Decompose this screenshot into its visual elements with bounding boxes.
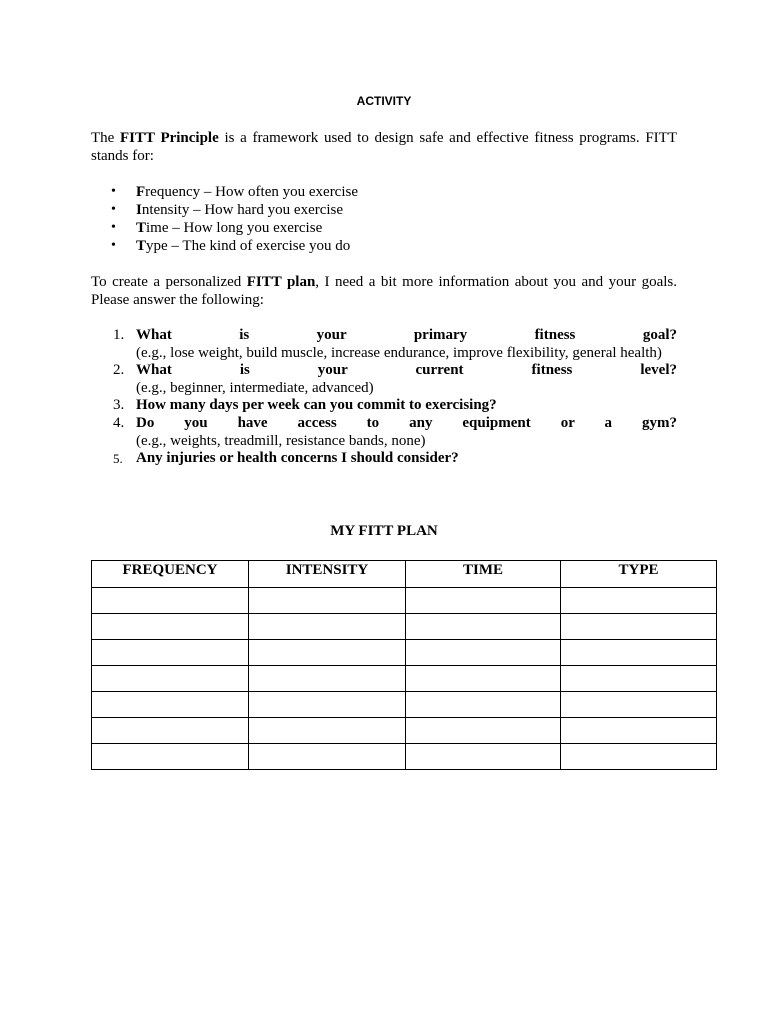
fitt-text: ntensity – How hard you exercise xyxy=(141,202,344,218)
fitt-list xyxy=(91,183,358,255)
fitt-letter: I xyxy=(136,202,142,218)
table-body xyxy=(92,588,717,770)
table-cell[interactable] xyxy=(561,718,717,744)
table-cell[interactable] xyxy=(561,614,717,640)
question-number: 2. xyxy=(113,362,125,379)
bullet-icon: • xyxy=(111,220,116,235)
question-number: 1. xyxy=(113,327,125,343)
request-suffix: , I need a bit more information about you and your goals. Please answer the following: xyxy=(91,274,677,308)
table-cell[interactable] xyxy=(406,744,561,770)
bullet-icon: • xyxy=(111,238,116,253)
intro-paragraph xyxy=(91,129,677,165)
table-cell[interactable] xyxy=(406,640,561,666)
table-cell[interactable] xyxy=(406,718,561,744)
table-cell[interactable] xyxy=(561,692,717,718)
request-paragraph xyxy=(91,273,677,309)
intro-prefix: The xyxy=(91,130,121,146)
question-number: 5. xyxy=(113,451,123,467)
table-cell[interactable] xyxy=(249,718,406,744)
question-list xyxy=(91,327,677,468)
question-text: Do you have access to any equipment or a gym? xyxy=(136,414,677,431)
table-header-row xyxy=(92,561,717,588)
table-row xyxy=(92,614,717,640)
table-cell[interactable] xyxy=(249,666,406,692)
question-hint: (e.g., lose weight, build muscle, increase endurance, improve flexibility, general health) xyxy=(136,344,662,361)
table-cell[interactable] xyxy=(249,640,406,666)
fitt-plan-table xyxy=(91,560,717,770)
table-cell[interactable] xyxy=(92,692,249,718)
table-cell[interactable] xyxy=(92,718,249,744)
question-hint: (e.g., weights, treadmill, resistance bands, none) xyxy=(136,432,426,449)
column-header-frequency: FREQUENCY xyxy=(92,561,249,588)
question-number: 3. xyxy=(113,397,125,414)
request-prefix: To create a personalized xyxy=(91,274,247,290)
intro-bold-term: FITT Principle xyxy=(120,130,219,146)
fitt-item-type xyxy=(91,237,358,255)
table-cell[interactable] xyxy=(406,666,561,692)
fitt-item-frequency xyxy=(91,183,358,201)
table-cell[interactable] xyxy=(92,588,249,614)
column-header-type: TYPE xyxy=(561,561,717,588)
table-cell[interactable] xyxy=(249,744,406,770)
table-cell[interactable] xyxy=(92,640,249,666)
table-cell[interactable] xyxy=(561,666,717,692)
fitt-text: ype – The kind of exercise you do xyxy=(146,238,351,254)
table-cell[interactable] xyxy=(561,588,717,614)
question-item xyxy=(91,415,677,450)
question-text: How many days per week can you commit to exercising? xyxy=(136,397,497,414)
fitt-letter: F xyxy=(136,184,146,200)
fitt-text: ime – How long you exercise xyxy=(146,220,323,236)
table-cell[interactable] xyxy=(249,588,406,614)
fitt-item-intensity xyxy=(91,201,358,219)
table-row xyxy=(92,718,717,744)
table-row xyxy=(92,692,717,718)
question-text: What is your current fitness level? xyxy=(136,362,677,379)
table-row xyxy=(92,588,717,614)
table-cell[interactable] xyxy=(561,640,717,666)
table-cell[interactable] xyxy=(406,614,561,640)
table-cell[interactable] xyxy=(92,614,249,640)
table-cell[interactable] xyxy=(406,692,561,718)
column-header-intensity: INTENSITY xyxy=(249,561,406,588)
table-row xyxy=(92,666,717,692)
plan-title: MY FITT PLAN xyxy=(330,523,438,539)
table-cell[interactable] xyxy=(561,744,717,770)
table-cell[interactable] xyxy=(249,614,406,640)
bullet-icon: • xyxy=(111,202,116,217)
bullet-icon: • xyxy=(111,184,116,199)
table-row xyxy=(92,640,717,666)
question-item xyxy=(91,362,677,397)
fitt-item-time xyxy=(91,219,358,237)
question-text: What is your primary fitness goal? xyxy=(136,327,677,343)
request-bold-term: FITT plan xyxy=(246,274,316,290)
table-row xyxy=(92,744,717,770)
intro-suffix: is a framework used to design safe and effective fitness programs. FITT stands for: xyxy=(91,130,677,164)
question-item xyxy=(91,397,677,415)
question-text: Any injuries or health concerns I should consider? xyxy=(136,450,459,467)
fitt-letter: T xyxy=(136,238,147,254)
column-header-time: TIME xyxy=(406,561,561,588)
question-item xyxy=(91,450,677,468)
question-item xyxy=(91,327,677,362)
activity-heading: ACTIVITY xyxy=(356,94,412,108)
table-cell[interactable] xyxy=(92,744,249,770)
table-cell[interactable] xyxy=(92,666,249,692)
table-cell[interactable] xyxy=(406,588,561,614)
fitt-letter: T xyxy=(136,220,147,236)
fitt-text: requency – How often you exercise xyxy=(145,184,359,200)
table-cell[interactable] xyxy=(249,692,406,718)
question-hint: (e.g., beginner, intermediate, advanced) xyxy=(136,379,374,396)
question-number: 4. xyxy=(113,414,125,431)
